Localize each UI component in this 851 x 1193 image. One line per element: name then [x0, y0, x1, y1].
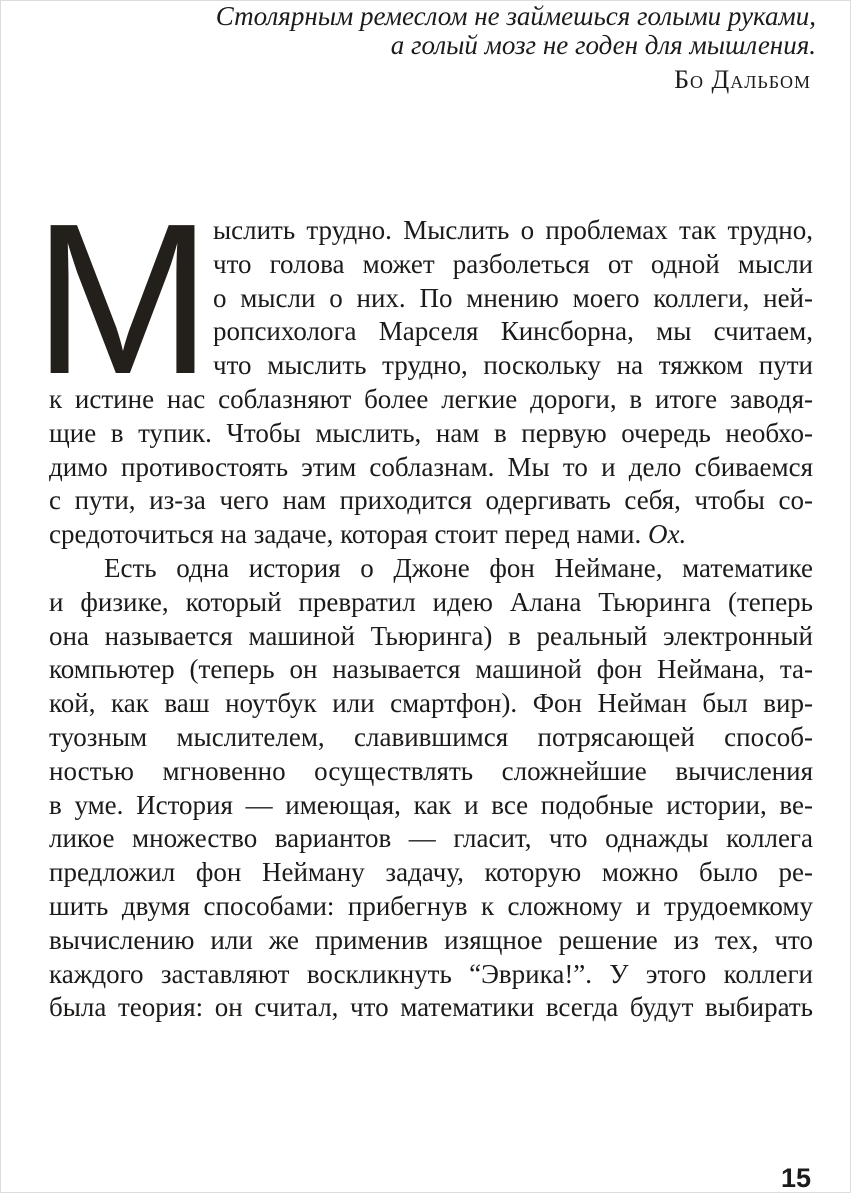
text-line: кой, как ваш ноутбук или смартфон). Фон Нейман был вир-	[49, 688, 813, 719]
text-line: что голова может разболеться от одной мысли	[213, 248, 813, 279]
text-line: что мыслить трудно, поскольку на тяжком пути	[213, 350, 813, 381]
text-line-content: средоточиться на задаче, которая стоит перед нами.	[49, 519, 642, 550]
body-text	[49, 214, 813, 1025]
text-line: ликое множество вариантов — гласит, что однажды коллега	[49, 823, 813, 854]
text-line: ропсихолога Марселя Кинсборна, мы считаем,	[213, 316, 813, 347]
italic-interjection: Ох.	[648, 519, 687, 550]
page-number: 15	[780, 1163, 811, 1193]
text-line: в уме. История — имеющая, как и все подобные истории, ве-	[49, 789, 813, 820]
epigraph-line-2: а голый мозг не годен для мышления.	[390, 30, 816, 60]
text-line: вычислению или же применив изящное решение из тех, что	[49, 924, 813, 955]
text-line: ностью мгновенно осуществлять сложнейшие вычисления	[49, 755, 813, 786]
text-line: туозным мыслителем, славившимся потрясающей способ-	[49, 721, 813, 752]
text-line: щие в тупик. Чтобы мыслить, нам в первую очередь необхо-	[49, 417, 813, 448]
text-line: предложил фон Нейману задачу, которую можно было ре-	[49, 857, 813, 888]
text-line: ыслить трудно. Мыслить о проблемах так трудно,	[213, 215, 813, 245]
paragraph-1	[49, 214, 813, 552]
text-line	[49, 518, 813, 552]
text-line: и физике, который превратил идею Алана Тьюринга (теперь	[49, 586, 813, 617]
text-line: она называется машиной Тьюринга) в реальный электронный	[49, 620, 813, 651]
text-line: к истине нас соблазняют более легкие дороги, в итоге заводя-	[49, 383, 813, 414]
text-line: каждого заставляют воскликнуть “Эврика!”. У этого коллеги	[49, 958, 813, 989]
text-line: шить двумя способами: прибегнув к сложному и трудоемкому	[49, 890, 813, 921]
text-line: о мысли о них. По мнению моего коллеги, ней-	[213, 282, 813, 313]
paragraph-2	[49, 552, 813, 1025]
text-line: с пути, из-за чего нам приходится одергивать себя, чтобы со-	[49, 485, 813, 516]
epigraph-author: Бо Дальбом	[674, 65, 811, 94]
epigraph-line-1: Столярным ремеслом не займешься голыми руками,	[215, 1, 816, 31]
text-line: была теория: он считал, что математики всегда будут выбирать	[49, 992, 813, 1023]
text-line: компьютер (теперь он называется машиной фон Неймана, та-	[49, 654, 813, 685]
text-line: димо противостоять этим соблазнам. Мы то и дело сбиваемся	[49, 451, 813, 482]
drop-cap: М	[33, 178, 213, 419]
text-line: Есть одна история о Джоне фон Неймане, математике	[104, 552, 813, 583]
